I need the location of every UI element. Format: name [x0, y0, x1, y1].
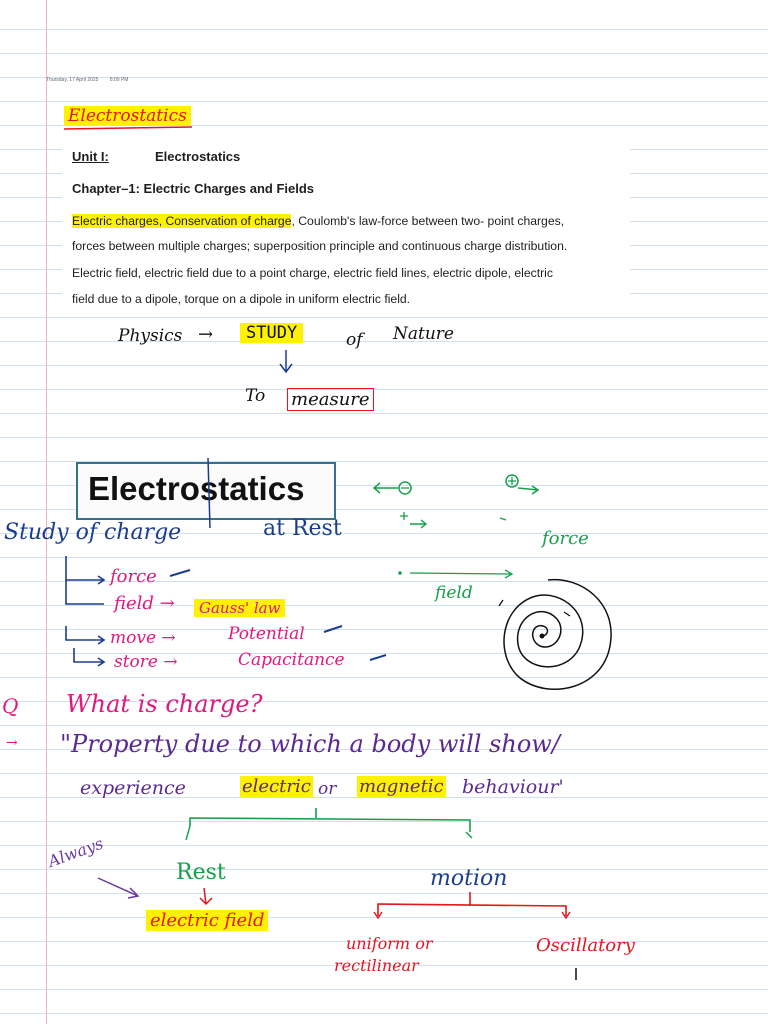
question-marker: Q	[2, 694, 19, 718]
unit-name: Electrostatics	[155, 149, 241, 164]
list-field: field →	[114, 593, 175, 614]
tick-force	[170, 570, 190, 576]
list-potential: Potential	[228, 624, 305, 644]
magnetic-word: magnetic	[359, 776, 444, 797]
chapter-title: Chapter–1: Electric Charges and Fields	[72, 181, 315, 196]
field-label: field	[435, 583, 473, 603]
list-store: store →	[114, 652, 178, 672]
measure-text: measure	[287, 388, 374, 411]
nature-text: Nature	[393, 324, 454, 344]
electrostatics-title: Electrostatics	[88, 470, 305, 507]
rest-text: Rest	[176, 860, 226, 885]
study-text: STUDY	[240, 323, 303, 343]
study-down-arrow	[280, 350, 292, 372]
oscillatory-text: Oscillatory	[536, 935, 635, 956]
small-plus	[400, 512, 408, 520]
tree-left-leg	[186, 826, 190, 840]
physics-arrow: →	[198, 324, 214, 345]
heading-underline	[64, 127, 192, 129]
syllabus-line-2: forces between multiple charges; superposition principle and continuous charge distribution.	[72, 239, 568, 253]
page-heading-text: Electrostatics	[68, 106, 187, 126]
charge-arrow-right	[518, 486, 538, 494]
study-of-charge: Study of charge	[4, 520, 182, 545]
field-dot	[398, 571, 402, 575]
tick-capacitance	[370, 655, 386, 660]
plus-arrow	[410, 520, 426, 528]
question-text: What is charge?	[66, 690, 263, 718]
rectilinear-text: rectilinear	[334, 956, 419, 975]
tree-right-leg	[466, 832, 472, 838]
tick-potential	[324, 626, 342, 632]
always-text: Always	[45, 833, 106, 871]
electric-field-text: electric field	[146, 910, 268, 931]
behaviour-word: behaviour'	[462, 776, 564, 798]
always-arrow	[98, 878, 138, 898]
motion-bracket	[378, 892, 566, 916]
syllabus-line-4: field due to a dipole, torque on a dipole in uniform electric field.	[72, 292, 411, 306]
answer-line-1: "Property due to which a body will show/	[60, 730, 560, 758]
list-gauss: Gauss' law	[194, 599, 285, 617]
charge-arrow-left	[374, 483, 398, 493]
positive-sign	[508, 477, 516, 485]
spiral-arrowhead-2	[564, 612, 570, 616]
highlighted-topic: Electric charges, Conservation of charge	[72, 214, 292, 228]
tree-bracket-top	[190, 808, 470, 832]
answer-line-2-start: experience	[80, 777, 186, 799]
rest-down-arrow	[200, 888, 212, 904]
physics-text: Physics	[118, 326, 183, 346]
syllabus-line-3: Electric field, electric field due to a point charge, electric field lines, electric dipole, electric	[72, 266, 553, 280]
line1-rest: , Coulomb's law-force between two- point charges,	[291, 214, 565, 228]
list-bracket-store	[74, 648, 104, 666]
list-move: move →	[110, 628, 176, 648]
list-force: force	[110, 566, 157, 587]
small-mark	[500, 518, 506, 520]
of-text: of	[346, 330, 363, 350]
spiral-arrowhead-1	[499, 600, 503, 606]
time-text: 8:09 PM	[109, 77, 129, 83]
list-bracket-move	[66, 626, 104, 644]
spiral-sketch	[504, 580, 611, 690]
spiral-center	[540, 634, 545, 639]
list-bracket-force	[66, 556, 104, 584]
or-word: or	[318, 779, 337, 799]
field-arrow	[410, 570, 512, 578]
unit-label: Unit I:	[72, 149, 109, 164]
answer-arrow: →	[6, 735, 18, 751]
to-text: To	[245, 386, 266, 406]
electric-word: electric	[242, 776, 311, 797]
date-text: Thursday, 17 April 2025	[46, 77, 99, 83]
at-rest: at Rest	[263, 516, 342, 541]
box-cross-stroke	[208, 458, 210, 528]
motion-text: motion	[430, 866, 508, 891]
force-label: force	[542, 528, 589, 549]
uniform-text: uniform or	[346, 934, 433, 953]
list-capacitance: Capacitance	[238, 650, 345, 670]
